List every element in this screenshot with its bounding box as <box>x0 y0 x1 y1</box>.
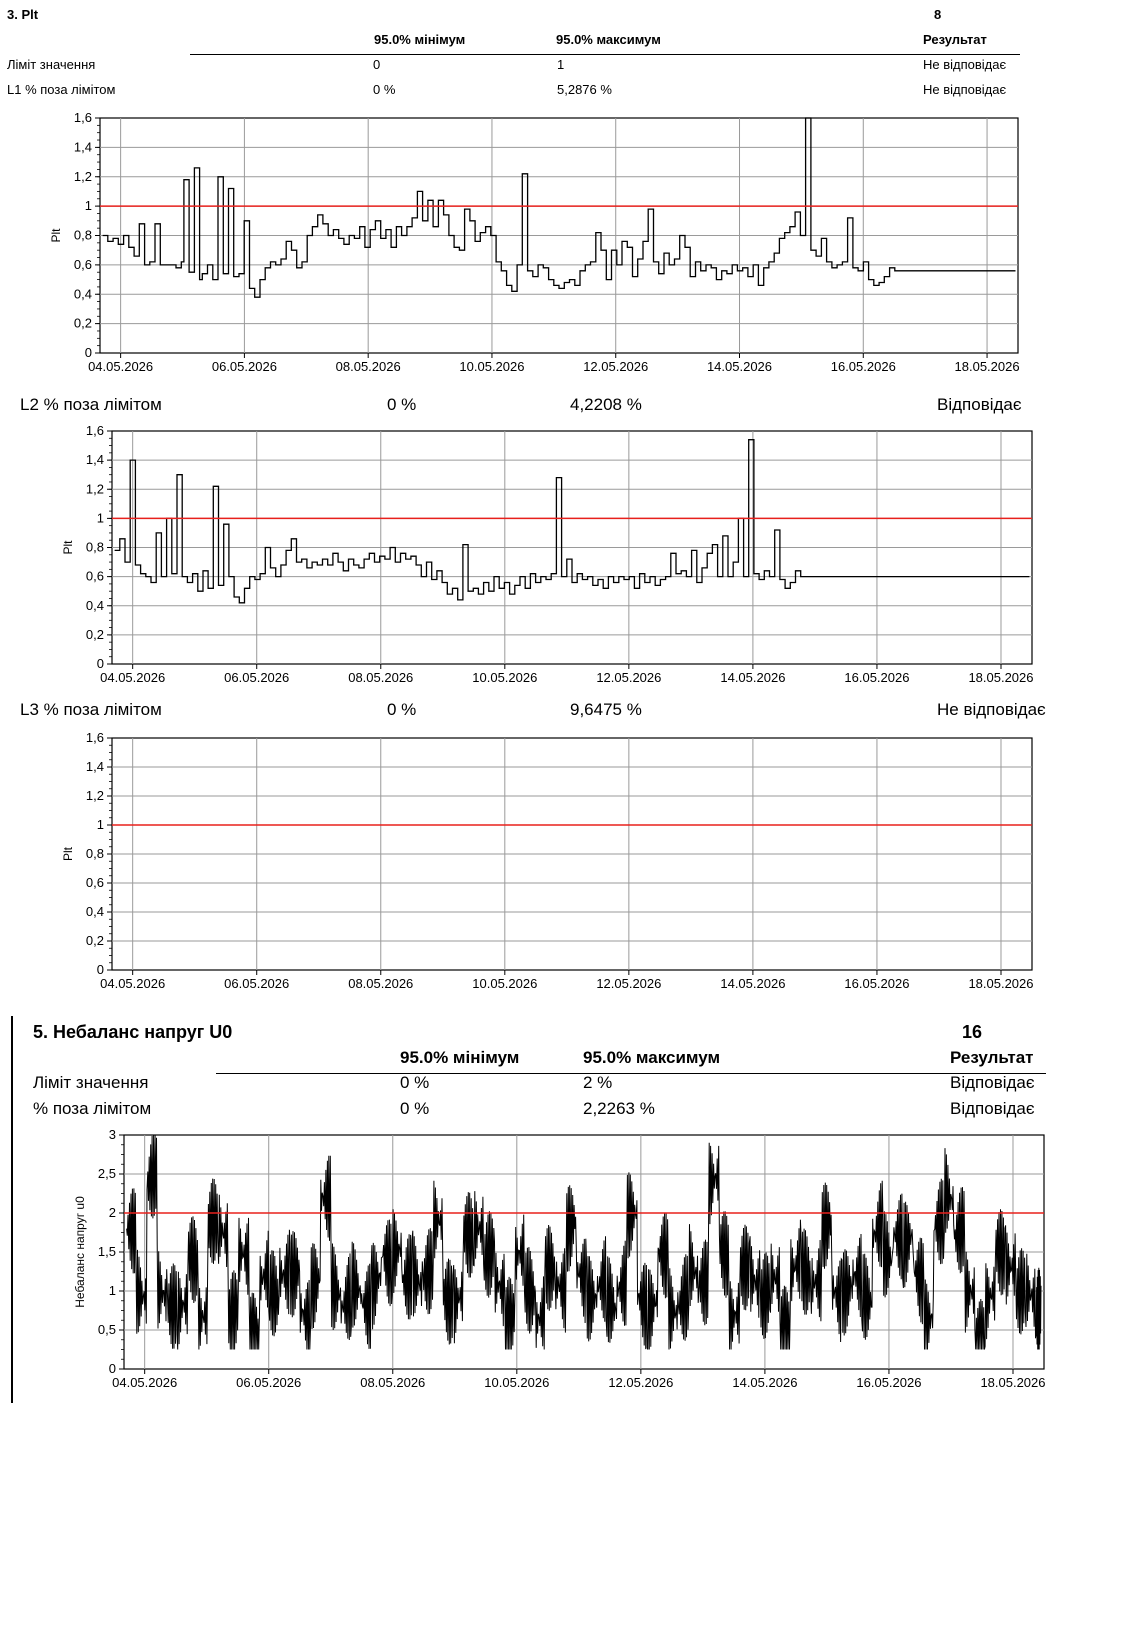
section-number: 16 <box>962 1022 983 1042</box>
y-tick-label: 3 <box>108 1127 116 1142</box>
limit-label: Ліміт значення <box>7 57 96 72</box>
l2-label: L2 % поза лімітом <box>20 395 162 414</box>
y-tick-label: 1 <box>96 817 104 832</box>
x-tick-label: 06.05.2026 <box>224 976 290 991</box>
y-tick-label: 1,2 <box>85 788 104 803</box>
x-tick-label: 18.05.2026 <box>954 359 1020 374</box>
u-limit-result: Відповідає <box>950 1073 1035 1092</box>
x-tick-label: 18.05.2026 <box>968 670 1034 685</box>
u-limit-min: 0 % <box>400 1073 430 1092</box>
y-tick-label: 0,2 <box>85 626 104 642</box>
x-tick-label: 16.05.2026 <box>830 359 896 374</box>
x-tick-label: 14.05.2026 <box>706 359 773 374</box>
y-tick-label: 1 <box>108 1283 116 1298</box>
x-tick-label: 10.05.2026 <box>484 1375 550 1390</box>
col-result-header: Результат <box>923 32 987 47</box>
y-tick-label: 1,4 <box>85 759 104 774</box>
x-tick-label: 12.05.2026 <box>608 1375 674 1390</box>
y-tick-label: 0 <box>96 962 104 977</box>
y-tick-label: 1,5 <box>97 1244 116 1259</box>
y-tick-label: 0,8 <box>73 227 92 243</box>
l3-label: L3 % поза лімітом <box>20 700 162 719</box>
l1-result: Не відповідає <box>923 82 1007 97</box>
u-limit-label: Ліміт значення <box>33 1073 149 1092</box>
x-tick-label: 14.05.2026 <box>720 670 786 685</box>
u-col-min-header: 95.0% мінімум <box>400 1048 520 1067</box>
y-tick-label: 0,4 <box>85 904 104 919</box>
y-tick-label: 0,8 <box>85 539 104 555</box>
x-tick-label: 06.05.2026 <box>236 1375 302 1390</box>
y-tick-label: 0 <box>96 656 104 671</box>
y-tick-label: 0,2 <box>85 933 104 948</box>
x-tick-label: 18.05.2026 <box>980 1375 1046 1390</box>
limit-min: 0 <box>373 57 381 72</box>
u-out-result: Відповідає <box>950 1099 1035 1118</box>
y-axis-label: Plt <box>49 228 63 243</box>
y-tick-label: 0,6 <box>85 568 104 584</box>
y-tick-label: 0 <box>108 1361 116 1376</box>
y-tick-label: 0,8 <box>85 846 104 861</box>
l1-label: L1 % поза лімітом <box>7 82 116 97</box>
l3-result: Не відповідає <box>937 700 1046 719</box>
u-out-max: 2,2263 % <box>583 1099 655 1118</box>
x-tick-label: 12.05.2026 <box>583 359 649 374</box>
limit-max: 1 <box>557 57 565 72</box>
y-tick-label: 0,5 <box>97 1322 116 1337</box>
x-tick-label: 04.05.2026 <box>100 670 166 685</box>
x-tick-label: 12.05.2026 <box>596 670 662 685</box>
x-tick-label: 08.05.2026 <box>360 1375 426 1390</box>
x-tick-label: 16.05.2026 <box>856 1375 922 1390</box>
y-axis-label: Небаланс напруг u0 <box>73 1196 87 1308</box>
x-tick-label: 14.05.2026 <box>732 1375 798 1390</box>
u-out-label: % поза лімітом <box>33 1099 152 1118</box>
y-tick-label: 1 <box>96 510 104 526</box>
y-tick-label: 0,4 <box>73 286 92 302</box>
x-tick-label: 10.05.2026 <box>459 359 525 374</box>
l3-max: 9,6475 % <box>570 700 642 719</box>
x-tick-label: 06.05.2026 <box>224 670 290 685</box>
x-tick-label: 08.05.2026 <box>335 359 401 374</box>
x-tick-label: 06.05.2026 <box>211 359 277 374</box>
l1-min: 0 % <box>373 82 396 97</box>
x-tick-label: 18.05.2026 <box>968 976 1034 991</box>
y-tick-label: 2,5 <box>97 1166 116 1181</box>
y-tick-label: 0,4 <box>85 597 104 613</box>
y-tick-label: 1,6 <box>73 110 92 125</box>
y-tick-label: 0,6 <box>73 256 92 272</box>
x-tick-label: 08.05.2026 <box>348 670 414 685</box>
x-tick-label: 16.05.2026 <box>844 670 910 685</box>
y-tick-label: 1,4 <box>85 452 104 468</box>
x-tick-label: 10.05.2026 <box>472 670 538 685</box>
l2-result: Відповідає <box>937 395 1022 414</box>
y-tick-label: 1 <box>84 198 92 214</box>
x-tick-label: 04.05.2026 <box>88 359 154 374</box>
y-tick-label: 1,2 <box>85 481 104 497</box>
y-tick-label: 2 <box>108 1205 116 1220</box>
y-tick-label: 1,6 <box>85 423 104 438</box>
y-tick-label: 1,2 <box>73 168 92 184</box>
y-tick-label: 1,6 <box>85 730 104 745</box>
u-col-result-header: Результат <box>950 1048 1034 1067</box>
y-tick-label: 0,6 <box>85 875 104 890</box>
y-axis-label: Plt <box>61 846 75 862</box>
x-tick-label: 12.05.2026 <box>596 976 662 991</box>
l2-min: 0 % <box>387 395 417 414</box>
page-number: 8 <box>934 7 942 22</box>
section-title-unbalance: 5. Небаланс напруг U0 <box>33 1022 233 1042</box>
x-tick-label: 10.05.2026 <box>472 976 538 991</box>
y-axis-label: Plt <box>61 540 75 555</box>
x-tick-label: 04.05.2026 <box>100 976 166 991</box>
l3-min: 0 % <box>387 700 417 719</box>
x-tick-label: 14.05.2026 <box>720 976 786 991</box>
u-col-max-header: 95.0% максимум <box>583 1048 721 1067</box>
l1-max: 5,2876 % <box>557 82 612 97</box>
u-out-min: 0 % <box>400 1099 430 1118</box>
u-limit-max: 2 % <box>583 1073 613 1092</box>
section-title-plt: 3. Plt <box>7 7 39 22</box>
y-tick-label: 0 <box>84 345 92 360</box>
y-tick-label: 1,4 <box>73 139 92 155</box>
y-tick-label: 0,2 <box>73 315 92 331</box>
x-tick-label: 16.05.2026 <box>844 976 910 991</box>
x-tick-label: 04.05.2026 <box>112 1375 178 1390</box>
limit-result: Не відповідає <box>923 57 1007 72</box>
x-tick-label: 08.05.2026 <box>348 976 414 991</box>
l2-max: 4,2208 % <box>570 395 642 414</box>
col-min-header: 95.0% мінімум <box>374 32 466 47</box>
col-max-header: 95.0% максимум <box>556 32 661 47</box>
